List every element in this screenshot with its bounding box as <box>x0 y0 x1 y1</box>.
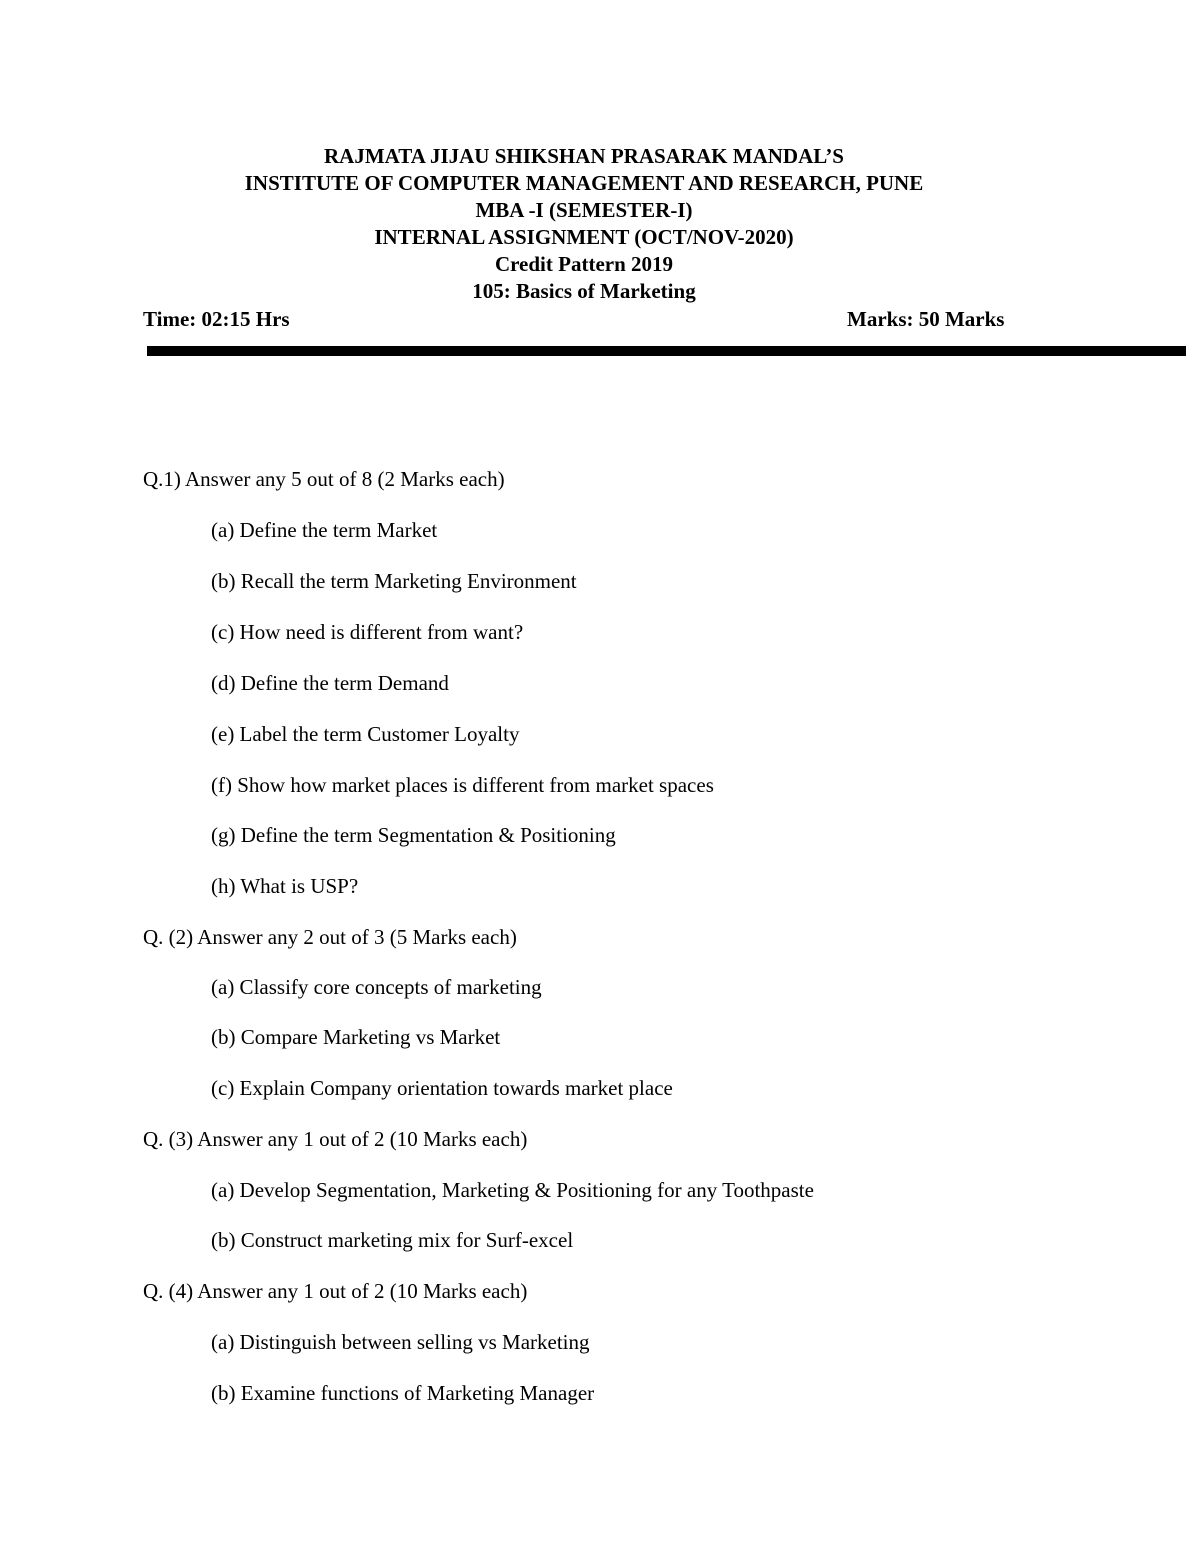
question-1-item-b: (b) Recall the term Marketing Environment <box>211 569 577 593</box>
time-allowed: Time: 02:15 Hrs <box>143 307 290 331</box>
question-4-title: Q. (4) Answer any 1 out of 2 (10 Marks each) <box>143 1279 528 1303</box>
total-marks: Marks: 50 Marks <box>847 307 1005 331</box>
question-3-item-b: (b) Construct marketing mix for Surf-excel <box>211 1228 574 1252</box>
question-2-title: Q. (2) Answer any 2 out of 3 (5 Marks each) <box>143 925 517 949</box>
header-divider <box>147 346 1186 356</box>
subject-title: 105: Basics of Marketing <box>472 279 696 303</box>
question-2-item-a: (a) Classify core concepts of marketing <box>211 975 542 999</box>
institution-trust-name: RAJMATA JIJAU SHIKSHAN PRASARAK MANDAL’S <box>324 144 844 168</box>
question-1-item-f: (f) Show how market places is different from market spaces <box>211 773 714 797</box>
question-3-title: Q. (3) Answer any 1 out of 2 (10 Marks each) <box>143 1127 528 1151</box>
question-1-item-c: (c) How need is different from want? <box>211 620 524 644</box>
question-1-item-e: (e) Label the term Customer Loyalty <box>211 722 520 746</box>
question-1-item-g: (g) Define the term Segmentation & Positioning <box>211 823 616 847</box>
question-4-item-a: (a) Distinguish between selling vs Marketing <box>211 1330 590 1354</box>
question-1-title: Q.1) Answer any 5 out of 8 (2 Marks each) <box>143 467 505 491</box>
question-1-item-d: (d) Define the term Demand <box>211 671 449 695</box>
institute-name: INSTITUTE OF COMPUTER MANAGEMENT AND RESEARCH, PUNE <box>244 171 924 195</box>
question-1-item-a: (a) Define the term Market <box>211 518 438 542</box>
question-3-item-a: (a) Develop Segmentation, Marketing & Positioning for any Toothpaste <box>211 1178 814 1202</box>
assignment-title: INTERNAL ASSIGNMENT (OCT/NOV-2020) <box>374 225 794 249</box>
program-semester: MBA -I (SEMESTER-I) <box>475 198 693 222</box>
question-2-item-c: (c) Explain Company orientation towards market place <box>211 1076 673 1100</box>
question-4-item-b: (b) Examine functions of Marketing Manager <box>211 1381 595 1405</box>
question-2-item-b: (b) Compare Marketing vs Market <box>211 1025 501 1049</box>
document-header <box>0 143 1168 305</box>
credit-pattern: Credit Pattern 2019 <box>494 252 674 276</box>
question-1-item-h: (h) What is USP? <box>211 874 359 898</box>
